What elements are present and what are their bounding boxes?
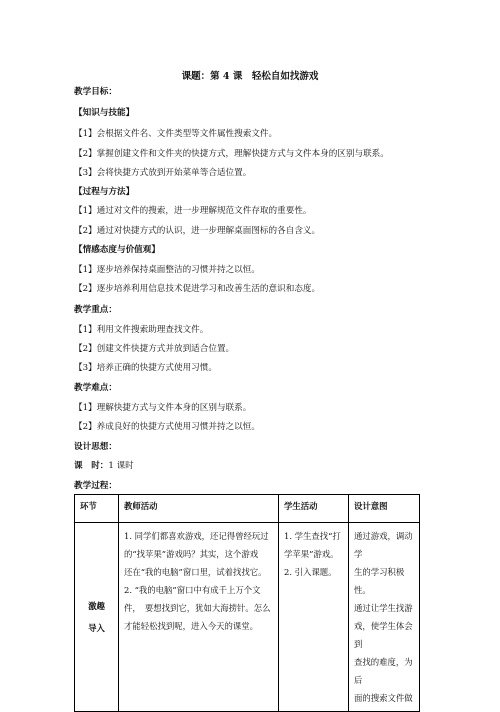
header-intent: 设计意图 <box>349 495 420 523</box>
design-intent-cell <box>349 523 420 712</box>
keypoints-item: 【3】培养正确的快捷方式使用习惯。 <box>74 363 217 373</box>
knowledge-item: 【2】掌握创建文件和文件夹的快捷方式，理解快捷方式与文件本身的区别与联系。 <box>74 149 389 159</box>
knowledge-item: 【3】会将快捷方式放到开始菜单等合适位置。 <box>74 168 252 178</box>
table-row <box>75 523 420 712</box>
stage-cell <box>75 523 119 712</box>
header-stage: 环节 <box>75 495 119 523</box>
table-header-row <box>75 495 420 523</box>
class-hours <box>74 459 134 471</box>
attitude-item: 【1】逐步培养保持桌面整洁的习惯并持之以恒。 <box>74 265 260 275</box>
hours-value: 1 课时 <box>108 461 134 471</box>
knowledge-item: 【1】会根据文件名、文件类型等文件属性搜索文件。 <box>74 129 278 139</box>
process-method-item: 【2】通过对快捷方式的认识，进一步理解桌面图标的各自含义。 <box>74 226 321 236</box>
difficulties-heading: 教学难点： <box>74 383 117 393</box>
student-line: 学苹果”游戏。 <box>284 549 339 559</box>
keypoints-item: 【2】创建文件快捷方式并放到适合位置。 <box>74 344 235 354</box>
intent-line: 通过游戏，调动学 <box>354 531 413 559</box>
intent-line: 查找的难度，为后 <box>354 657 413 685</box>
teaching-process-heading: 教学过程： <box>74 481 117 491</box>
difficulties-item: 【1】理解快捷方式与文件本身的区别与联系。 <box>74 403 252 413</box>
keypoints-item: 【1】利用文件搜索助理查找文件。 <box>74 325 209 335</box>
attitude-heading: 【情感态度与价值观】 <box>74 245 160 255</box>
intent-line: 面的搜索文件做 <box>354 693 413 703</box>
student-activity-cell <box>279 523 349 712</box>
goals-heading: 教学目标： <box>74 87 117 97</box>
stage-line: 导入 <box>88 623 105 633</box>
process-table <box>74 494 420 712</box>
teacher-line: 的“找苹果”游戏吗？其实，这个游戏 <box>124 549 259 559</box>
header-student: 学生活动 <box>279 495 349 523</box>
header-teacher: 教师活动 <box>119 495 279 523</box>
student-line: 2. 引入课题。 <box>284 567 337 577</box>
teacher-line: 还在“我的电脑”窗口里，试着找找它。 <box>124 567 267 577</box>
intent-line: 生的学习积极性。 <box>354 567 405 595</box>
design-heading: 设计思想： <box>74 442 117 452</box>
stage-line: 激趣 <box>88 601 105 611</box>
student-line: 1. 学生查找“打 <box>284 531 341 541</box>
knowledge-heading: 【知识与技能】 <box>74 108 135 118</box>
hours-label: 课 时： <box>74 461 109 471</box>
teacher-line: 件， 要想找到它，犹如大海捞针。怎么 <box>124 603 271 613</box>
teacher-activity-cell <box>119 523 279 712</box>
process-method-item: 【1】通过对文件的搜索，进一步理解规范文件存取的重要性。 <box>74 206 312 216</box>
keypoints-heading: 教学重点： <box>74 305 117 315</box>
teacher-line: 才能轻松找到呢，进入今天的课堂。 <box>124 621 258 631</box>
difficulties-item: 【2】养成良好的快捷方式使用习惯并持之以恒。 <box>74 422 260 432</box>
teacher-line: 2. “我的电脑”窗口中有成千上万个文 <box>124 585 261 595</box>
lesson-title: 课题：第 4 课 轻松自如找游戏 <box>181 71 319 82</box>
process-method-heading: 【过程与方法】 <box>74 187 135 197</box>
teacher-line: 1. 同学们都喜欢游戏，还记得曾经玩过 <box>124 531 269 541</box>
attitude-item: 【2】逐步培养利用信息技术促进学习和改善生活的意识和态度。 <box>74 284 321 294</box>
intent-line: 通过让学生找游 <box>354 603 413 613</box>
intent-line: 戏，使学生体会到 <box>354 621 413 649</box>
